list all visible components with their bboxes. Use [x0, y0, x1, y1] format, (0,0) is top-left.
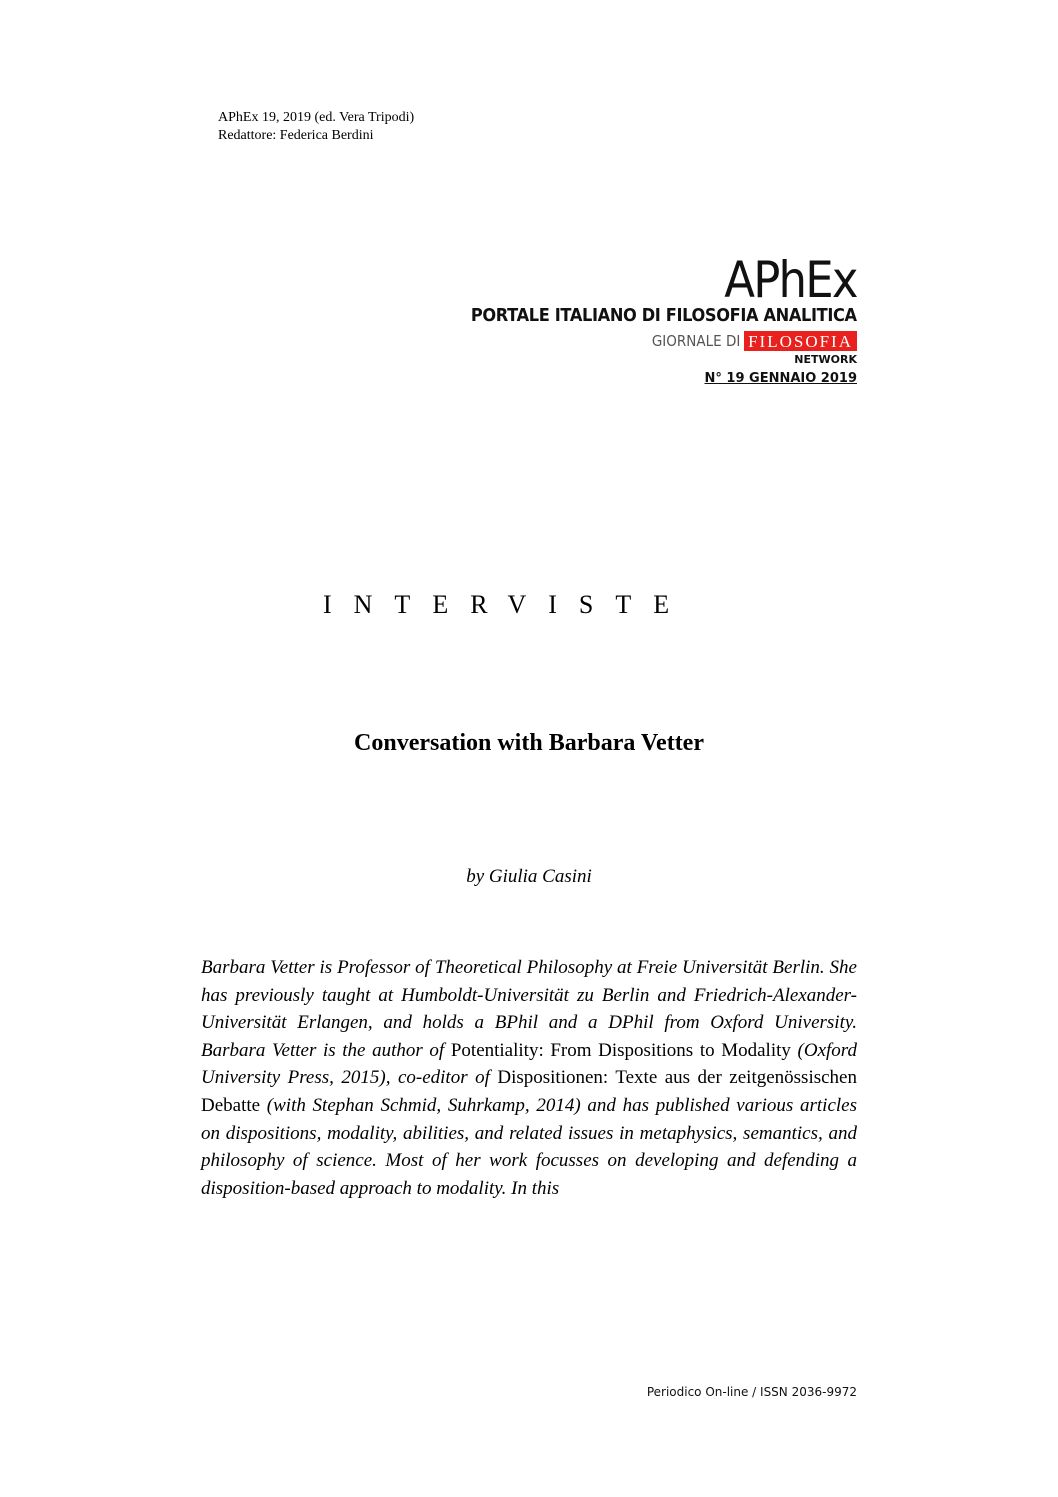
book-title-dispositionen: Dispositionen: Texte aus der zeitgenössischen Debatte	[201, 1067, 857, 1116]
network-label: NETWORK	[794, 353, 857, 366]
article-title: Conversation with Barbara Vetter	[354, 730, 704, 756]
section-title: INTERVISTE	[323, 590, 692, 619]
abstract-text-1: Barbara Vetter is Professor of Theoretical Philosophy at Freie Universität Berlin. She has previously taught at Humboldt-Universität zu Berlin and Friedrich-Alexander-Universität Erlangen, and holds a BPhil and a DPhil from Oxford University. Barbara Vetter is the author of	[201, 957, 857, 1061]
brand-giornale-row	[428, 330, 857, 352]
header-citation: APhEx 19, 2019 (ed. Vera Tripodi)	[218, 110, 415, 125]
book-title-potentiality: Potentiality: From Dispositions to Modality	[450, 1039, 791, 1061]
article-byline: by Giulia Casini	[466, 866, 592, 887]
giornale-label: GIORNALE DI	[651, 332, 741, 350]
filosofia-badge: FILOSOFIA	[744, 331, 857, 351]
header-editor: Redattore: Federica Berdini	[218, 128, 374, 143]
brand-subtitle: PORTALE ITALIANO DI FILOSOFIA ANALITICA	[471, 305, 857, 326]
article-abstract	[201, 954, 857, 1202]
page-footer: Periodico On-line / ISSN 2036-9972	[646, 1385, 857, 1399]
brand-title: APhEx	[724, 251, 857, 309]
abstract-text-3: (with Stephan Schmid, Suhrkamp, 2014) and has published various articles on dispositions, modality, abilities, and related issues in metaphysics, semantics, and philosophy of science. Most of her work focusses on developing and defending a disposition-based approach to modality. In this	[201, 1094, 857, 1199]
issue-number: N° 19 GENNAIO 2019	[704, 371, 857, 386]
journal-masthead-logo	[428, 251, 857, 387]
header-meta	[218, 109, 414, 145]
abstract-text-2: (Oxford University Press, 2015), co-editor of	[201, 1039, 857, 1089]
